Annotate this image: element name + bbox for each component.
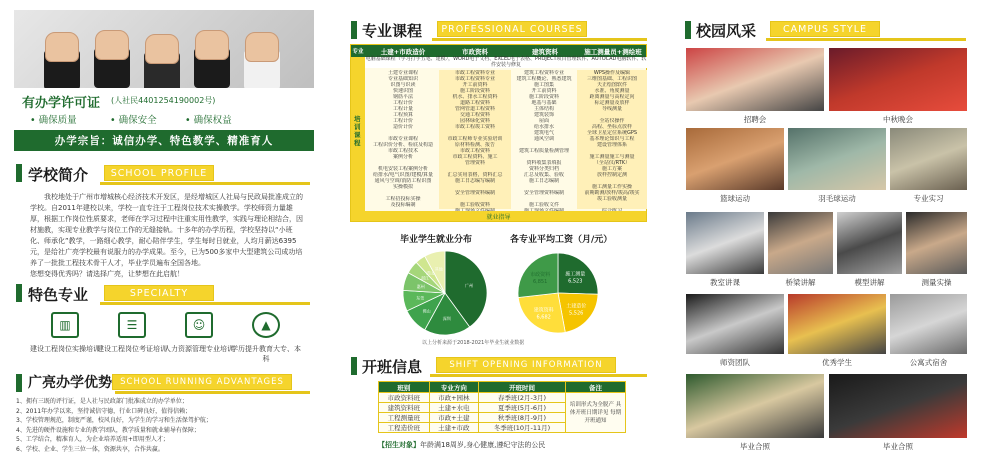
license-number: (人社民4401254190002号) — [111, 96, 216, 105]
pie-slice-value: 6,851 — [532, 279, 548, 286]
course-item: 施工方案 — [601, 166, 622, 172]
person-icon: ☺ — [185, 312, 213, 338]
course-item: 汇总及收集、验收 — [523, 172, 564, 178]
specialty-item: ▥ 建设工程岗位实操培训 — [30, 312, 100, 354]
course-item: 工程计价 — [392, 118, 413, 124]
graduation-cap-icon: ▲ — [252, 312, 280, 338]
course-item: 市政工程竣工资料 — [454, 124, 495, 130]
section-marker — [685, 21, 691, 39]
table-row: 市政资料班 市政+园林 春季班(2月-3月) 培训形式为全脱产 具体开班日期详见 每期开班通知 — [379, 393, 626, 403]
course-item: 工程招投标实操 — [385, 196, 421, 202]
campus-photo — [686, 48, 824, 111]
pie-slice-label: 清远 — [426, 270, 435, 276]
chart-source-note: 以上分析来源于2018-2021年毕业生就业数据 — [422, 340, 525, 346]
shift-table: 班别 专业方向 开班时间 备注 市政资料班 市政+园林 春季班(2月-3月) 培训形式为全脱产 具体开班日期详见 每期开班通知 建筑资料班 土建+水电 夏季班(5月-6月) 工程测量班 市政+土建 秋季班(8月-9月) 工程造价班 土建+市政 冬季班(10月-11月) — [378, 381, 626, 433]
course-item: 前期勘测/放样/竣高/竣实 — [584, 190, 640, 196]
course-item: 主体结构 — [533, 106, 554, 112]
course-item: 市政工程资料 — [459, 148, 490, 154]
pie-slice-label: 广州 — [464, 283, 473, 289]
campus-photo — [686, 128, 784, 190]
photo-caption: 模型讲解 — [854, 278, 885, 287]
salary-chart-title: 各专业平均工资（月/元） — [510, 235, 613, 245]
courses-table: 专业 土建+市政造价 市政资料 建筑资料 施工测量员+测绘班 培训课程 电脑基础课程（学习打字五笔、建模），WORD电子文档、EXCEL电子表格、PROJECT项目管理软件、AUTOCAD电脑软件、软件安装与修复 土建专业课程 专业基础知识 识图与识读 快速识图 钢筋平法 工程计价 工程计量 工程预算 工程计价 造价计价 市政专业课程 工程识价分析、检底及构造 市政工程技术 案例分析 机电安装工程案例分析 给排水/电气识图/建模/算量 通风与空调/消防工程识图 实操模拟 工程招投标实操 及投标编制 市政工程资料专业 市政工程资料专业 开工前资料 施工阶段资料 机水、排水工程资料 道路工程资料 管网管道工程资料 交通工程资料 园林绿化资料 市政工程竣工资料 市政工程师专业实验培训 原材料检测、报告 市政工程资料 市政工程资料、施工 管理资料 汇总实用表格，资料汇总 施工日志编写编制 安全管理资料编制 施工验收资料 建筑工程资料专业 建筑工程概论、熟悉建筑 施工图集 开工前资料 施工阶段资料 地基与基础 主体结构 建筑装饰 屋面 给水排水 建筑电气 通风空调 建筑工程质量检测管理 资料收集表填报 资料分类归档 汇总及收集、验收 施工日志编制 安全管理资料编制 施工验收文件 WPS操作及编辑 三维图基础、工程识图 天正绘图软件 水准、角度测量 距离测量与高程定向 标定测量及放样 导线测量 全站仪操作 高程、坐标点放样 全球卫星定位系统GPS 基本理论知识与工程 建设管理体系 施工测量施工与测量 （全站仪/RTK） 施工方案 放样控制定测 施工测量工作实操 前期勘测/放样/竣高/竣实 竣工验收测量 就业指导 — [350, 44, 647, 222]
photo-caption: 师资团队 — [720, 358, 750, 367]
specialty-item: ▲ 学历提升教育大专、本科 — [231, 312, 301, 364]
campus-photo — [788, 294, 886, 354]
campus-photo — [686, 294, 784, 354]
course-item: 机水、排水工程资料 — [452, 94, 498, 100]
course-item: 建筑工程资料专业 — [523, 70, 564, 76]
pie-slice-label: 施工测量 — [565, 271, 586, 278]
course-item: 施工验收文件 — [528, 202, 559, 208]
course-item: 市政工程资料、施工 — [452, 154, 498, 160]
photo-caption: 羽毛球运动 — [818, 194, 856, 203]
course-item: 施工日志编制 — [528, 178, 559, 184]
specialty-item: ☰ 建设工程岗位考证培训 — [97, 312, 167, 354]
course-item: 基本理论知识与工程 — [589, 136, 635, 142]
course-item: 开工前资料 — [462, 82, 488, 88]
specialty-heading: 特色专业 — [28, 286, 89, 304]
base-course-row: 电脑基础课程（学习打字五笔、建模），WORD电子文档、EXCEL电子表格、PROJECT项目管理软件、AUTOCAD电脑软件、软件安装与修复 — [365, 56, 647, 68]
course-item: WPS操作及编辑 — [593, 70, 631, 76]
course-item: 原材料检测、报告 — [454, 142, 495, 148]
course-item: 专业基础知识 — [387, 76, 418, 82]
course-item: 汇总实用表格，资料汇总 — [447, 172, 503, 178]
course-item: 土建专业课程 — [387, 70, 418, 76]
hero-photo-fists — [14, 10, 314, 88]
course-item: 导线测量 — [601, 106, 622, 112]
course-item: 建筑装饰 — [533, 112, 554, 118]
course-item: 给排水/电气识图/建模/算量 — [372, 172, 434, 178]
pie-slice-value: 5,526 — [569, 310, 584, 317]
course-item: 工程计量 — [392, 106, 413, 112]
course-item: 施工阶段资料 — [528, 94, 559, 100]
course-item: 屋面 — [538, 118, 549, 124]
course-item: 地基与基础 — [531, 100, 557, 106]
recruit-target: 【招生对象】年龄满18周岁,身心健康,遵纪守法的公民 — [378, 441, 546, 449]
license-title: 有办学许可证 — [22, 96, 101, 111]
course-item: 市政工程技术 — [387, 148, 418, 154]
course-item: 管网管道工程资料 — [454, 106, 495, 112]
courses-heading: 专业课程 — [362, 22, 423, 40]
specialty-item: ☺ 人力资源管理专业培训 — [164, 312, 234, 354]
course-item: 资料分类归档 — [528, 166, 559, 172]
photo-caption: 测量实操 — [921, 278, 952, 287]
course-item: 案例分析 — [392, 154, 413, 160]
course-item: 竣工验收测量 — [596, 196, 627, 202]
campus-photo — [890, 294, 967, 354]
course-item: 工程预算 — [392, 112, 413, 118]
section-marker — [16, 284, 22, 302]
advantages-heading: 广亮办学优势 — [28, 375, 112, 391]
mission-banner: 办学宗旨：诚信办学、特色教学、精准育人 — [14, 130, 314, 151]
photo-caption: 优秀学生 — [822, 358, 852, 367]
course-item: 建筑工程质量检测管理 — [518, 148, 569, 154]
pie-slice-label: 佛山 — [422, 308, 431, 314]
course-item: 高程、坐标点放样 — [591, 124, 632, 130]
course-item: 资料收集表填报 — [526, 160, 562, 166]
course-item: 水准、角度测量 — [594, 88, 630, 94]
course-item: 施工日志编写编制 — [454, 178, 495, 184]
course-item: 园林绿化资料 — [459, 118, 490, 124]
bullet-quality: • 确保质量 — [30, 115, 77, 126]
course-item: 管理资料 — [464, 160, 485, 166]
course-item: 道路工程资料 — [459, 100, 490, 106]
photo-caption: 桥梁讲解 — [785, 278, 816, 287]
campus-photo — [890, 128, 967, 190]
photo-caption: 公寓式宿舍 — [909, 358, 948, 367]
course-item: 给水排水 — [533, 124, 554, 130]
course-item: 市政工程资料专业 — [454, 70, 495, 76]
photo-caption: 招聘会 — [743, 115, 767, 124]
shift-heading-en: SHIFT OPENING INFORMATION — [436, 357, 616, 373]
course-item: 安全管理资料编制 — [454, 190, 495, 196]
employment-pie-chart — [395, 248, 495, 338]
course-item: 三维图基础、工程识图 — [586, 76, 637, 82]
course-item: 及投标编制 — [390, 202, 416, 208]
bullet-rights: • 确保权益 — [185, 115, 232, 126]
campus-photo — [788, 128, 886, 190]
campus-photo — [686, 212, 764, 274]
list-item: 6、学校、企业、学生三位一体，资源共享，合作共赢。 — [16, 445, 164, 453]
table-row: 工程测量班 市政+土建 秋季班(8月-9月) — [379, 413, 626, 423]
course-item: 全站仪操作 — [599, 118, 625, 124]
course-item: 建筑工程概论、熟悉建筑 — [516, 76, 572, 82]
advantages-list — [16, 397, 316, 454]
course-item: 工程计价 — [392, 100, 413, 106]
table-row: 工程造价班 土建+市政 冬季班(10月-11月) — [379, 423, 626, 433]
column-school-intro — [0, 0, 330, 471]
course-item: 距离测量与高程定向 — [589, 94, 635, 100]
pie-slice-label: 惠州 — [416, 283, 425, 289]
course-column — [511, 70, 577, 209]
photo-caption: 中秋晚会 — [883, 115, 913, 124]
building-icon: ▥ — [51, 312, 79, 338]
course-item: 市政工程师专业实验培训 — [447, 136, 503, 142]
course-item: 标定测量及放样 — [594, 100, 630, 106]
specialty-heading-en: SPECIALTY — [104, 285, 214, 301]
section-marker — [16, 164, 22, 182]
course-item: 机电安装工程案例分析 — [377, 166, 428, 172]
section-marker — [351, 357, 357, 375]
course-item: 天正绘图软件 — [596, 82, 627, 88]
course-item: 全球卫星定位系统GPS — [586, 130, 638, 136]
list-item: 1、拥有三既的评行证，是人社与民政部门批准成立的办学单位； — [16, 398, 188, 405]
table-row: 建筑资料班 土建+水电 夏季班(5月-6月) — [379, 403, 626, 413]
course-item: 建设管理体系 — [596, 142, 627, 148]
course-item: 造价计价 — [392, 124, 413, 130]
photo-caption: 毕业合照 — [740, 442, 770, 451]
course-item: 钢筋平法 — [392, 94, 413, 100]
course-item: 施工测量工作实操 — [591, 184, 632, 190]
photo-caption: 毕业合照 — [883, 442, 913, 451]
certificate-icon: ☰ — [118, 312, 146, 338]
photo-caption: 篮球运动 — [720, 194, 750, 203]
profile-heading-en: SCHOOL PROFILE — [104, 165, 214, 181]
course-item: 市政工程资料专业 — [454, 76, 495, 82]
profile-text: 我校地处于广州市增城核心经济技术开发区，是经增城区人社局与民政局批准成立的学校。自2011年建校以来，学校一直专注于工程岗位技术实操教学。学校师资力量雄厚，根据工作岗位性质要求，老师在学习过程中注重实用性教学，实践与理论相结合，因材施教，实现专业教学与岗位工作的无缝接轨。十多年的办学历程，学校坚持以“小班化、师承化”教学，一路细心教学，耐心陪伴学生，学生每时日就业，人均月薪达6395元，是给社广亮学校最有说服力的办学成果。至今，已为500多家中大型建筑公司成功培养了一批批工程技术骨干人才，毕业学员遍布全国各地。 您想变得优秀吗？请选择广亮，让梦想在此启航！ — [30, 193, 303, 278]
course-item: 识图与识读 — [390, 82, 416, 88]
course-item: 放样控制定测 — [596, 172, 627, 178]
list-item: 3、学校管理规范，制度严谨，校风良好，为学生的学习和生活保驾护航； — [16, 417, 212, 424]
shift-note: 培训形式为全脱产 具体开班日期详见 每期开班通知 — [566, 393, 626, 433]
course-item: 施工测量施工与测量 — [589, 154, 635, 160]
course-item: 交通工程资料 — [459, 112, 490, 118]
employment-chart-title: 毕业学生就业分布 — [400, 235, 473, 245]
photo-caption: 教室讲课 — [710, 278, 740, 287]
course-item: 实操模拟 — [392, 184, 413, 190]
section-marker — [351, 21, 357, 39]
course-item: 快速识图 — [392, 88, 413, 94]
campus-photo — [906, 212, 967, 274]
advantages-heading-en: SCHOOL RUNNING ADVANTAGES — [112, 374, 292, 390]
course-item: 开工前资料 — [531, 88, 557, 94]
pie-slice-label: 东莞 — [416, 295, 425, 301]
list-item: 4、先进的硬件设施和专业的教学团队，教学质量和就业辅导有保障； — [16, 426, 200, 434]
pie-slice-label: 土建造价 — [566, 303, 587, 310]
photo-caption: 专业实习 — [913, 194, 944, 203]
course-item: 通风空调 — [533, 136, 554, 142]
courses-heading-en: PROFESSIONAL COURSES — [437, 21, 587, 37]
course-item: 通风与空调/消防工程识图 — [374, 178, 432, 184]
campus-photo — [837, 212, 902, 274]
course-item: 施工验收资料 — [459, 202, 490, 208]
campus-photo — [768, 212, 833, 274]
course-column — [577, 70, 647, 209]
list-item: 2、2011年办学以来，坚持诚信守德，行业口碑良好，值得信赖； — [16, 407, 192, 415]
list-item: 5、工学结合，精准育人，为企业培养适用+即用型人才； — [16, 436, 169, 443]
course-item: 建筑电气 — [533, 130, 554, 136]
campus-heading: 校园风采 — [696, 22, 757, 40]
section-marker — [16, 374, 22, 392]
course-item: 安全管理资料编制 — [523, 190, 564, 196]
campus-heading-en: CAMPUS STYLE — [770, 21, 880, 37]
shift-heading: 开班信息 — [362, 358, 423, 376]
course-item: 工程识价分析、检底及构造 — [372, 142, 433, 148]
pie-slice-label: 深圳 — [442, 316, 451, 322]
course-item: 施工图集 — [533, 82, 554, 88]
course-item: 施工阶段资料 — [459, 88, 490, 94]
course-item: 市政专业课程 — [387, 136, 418, 142]
table-footer: 就业指导 — [351, 211, 646, 221]
campus-photo — [829, 48, 967, 111]
course-column — [367, 70, 439, 209]
course-column — [439, 70, 511, 209]
campus-photo — [686, 374, 824, 438]
profile-heading: 学校简介 — [28, 166, 89, 184]
pie-slice-value: 6,682 — [536, 314, 551, 321]
campus-photo — [829, 374, 967, 438]
pie-slice-value: 6,523 — [568, 278, 583, 285]
pie-slice-label: 市政资料 — [530, 272, 551, 279]
pie-slice-label: 建筑资料 — [533, 307, 554, 314]
pie-slice-label: 其他 — [434, 266, 443, 272]
bullet-safety: • 确保安全 — [110, 115, 157, 126]
course-item: （全站仪/RTK） — [593, 160, 631, 166]
pie-slice-label: 湛江 — [421, 275, 430, 281]
salary-pie-chart — [508, 250, 608, 336]
